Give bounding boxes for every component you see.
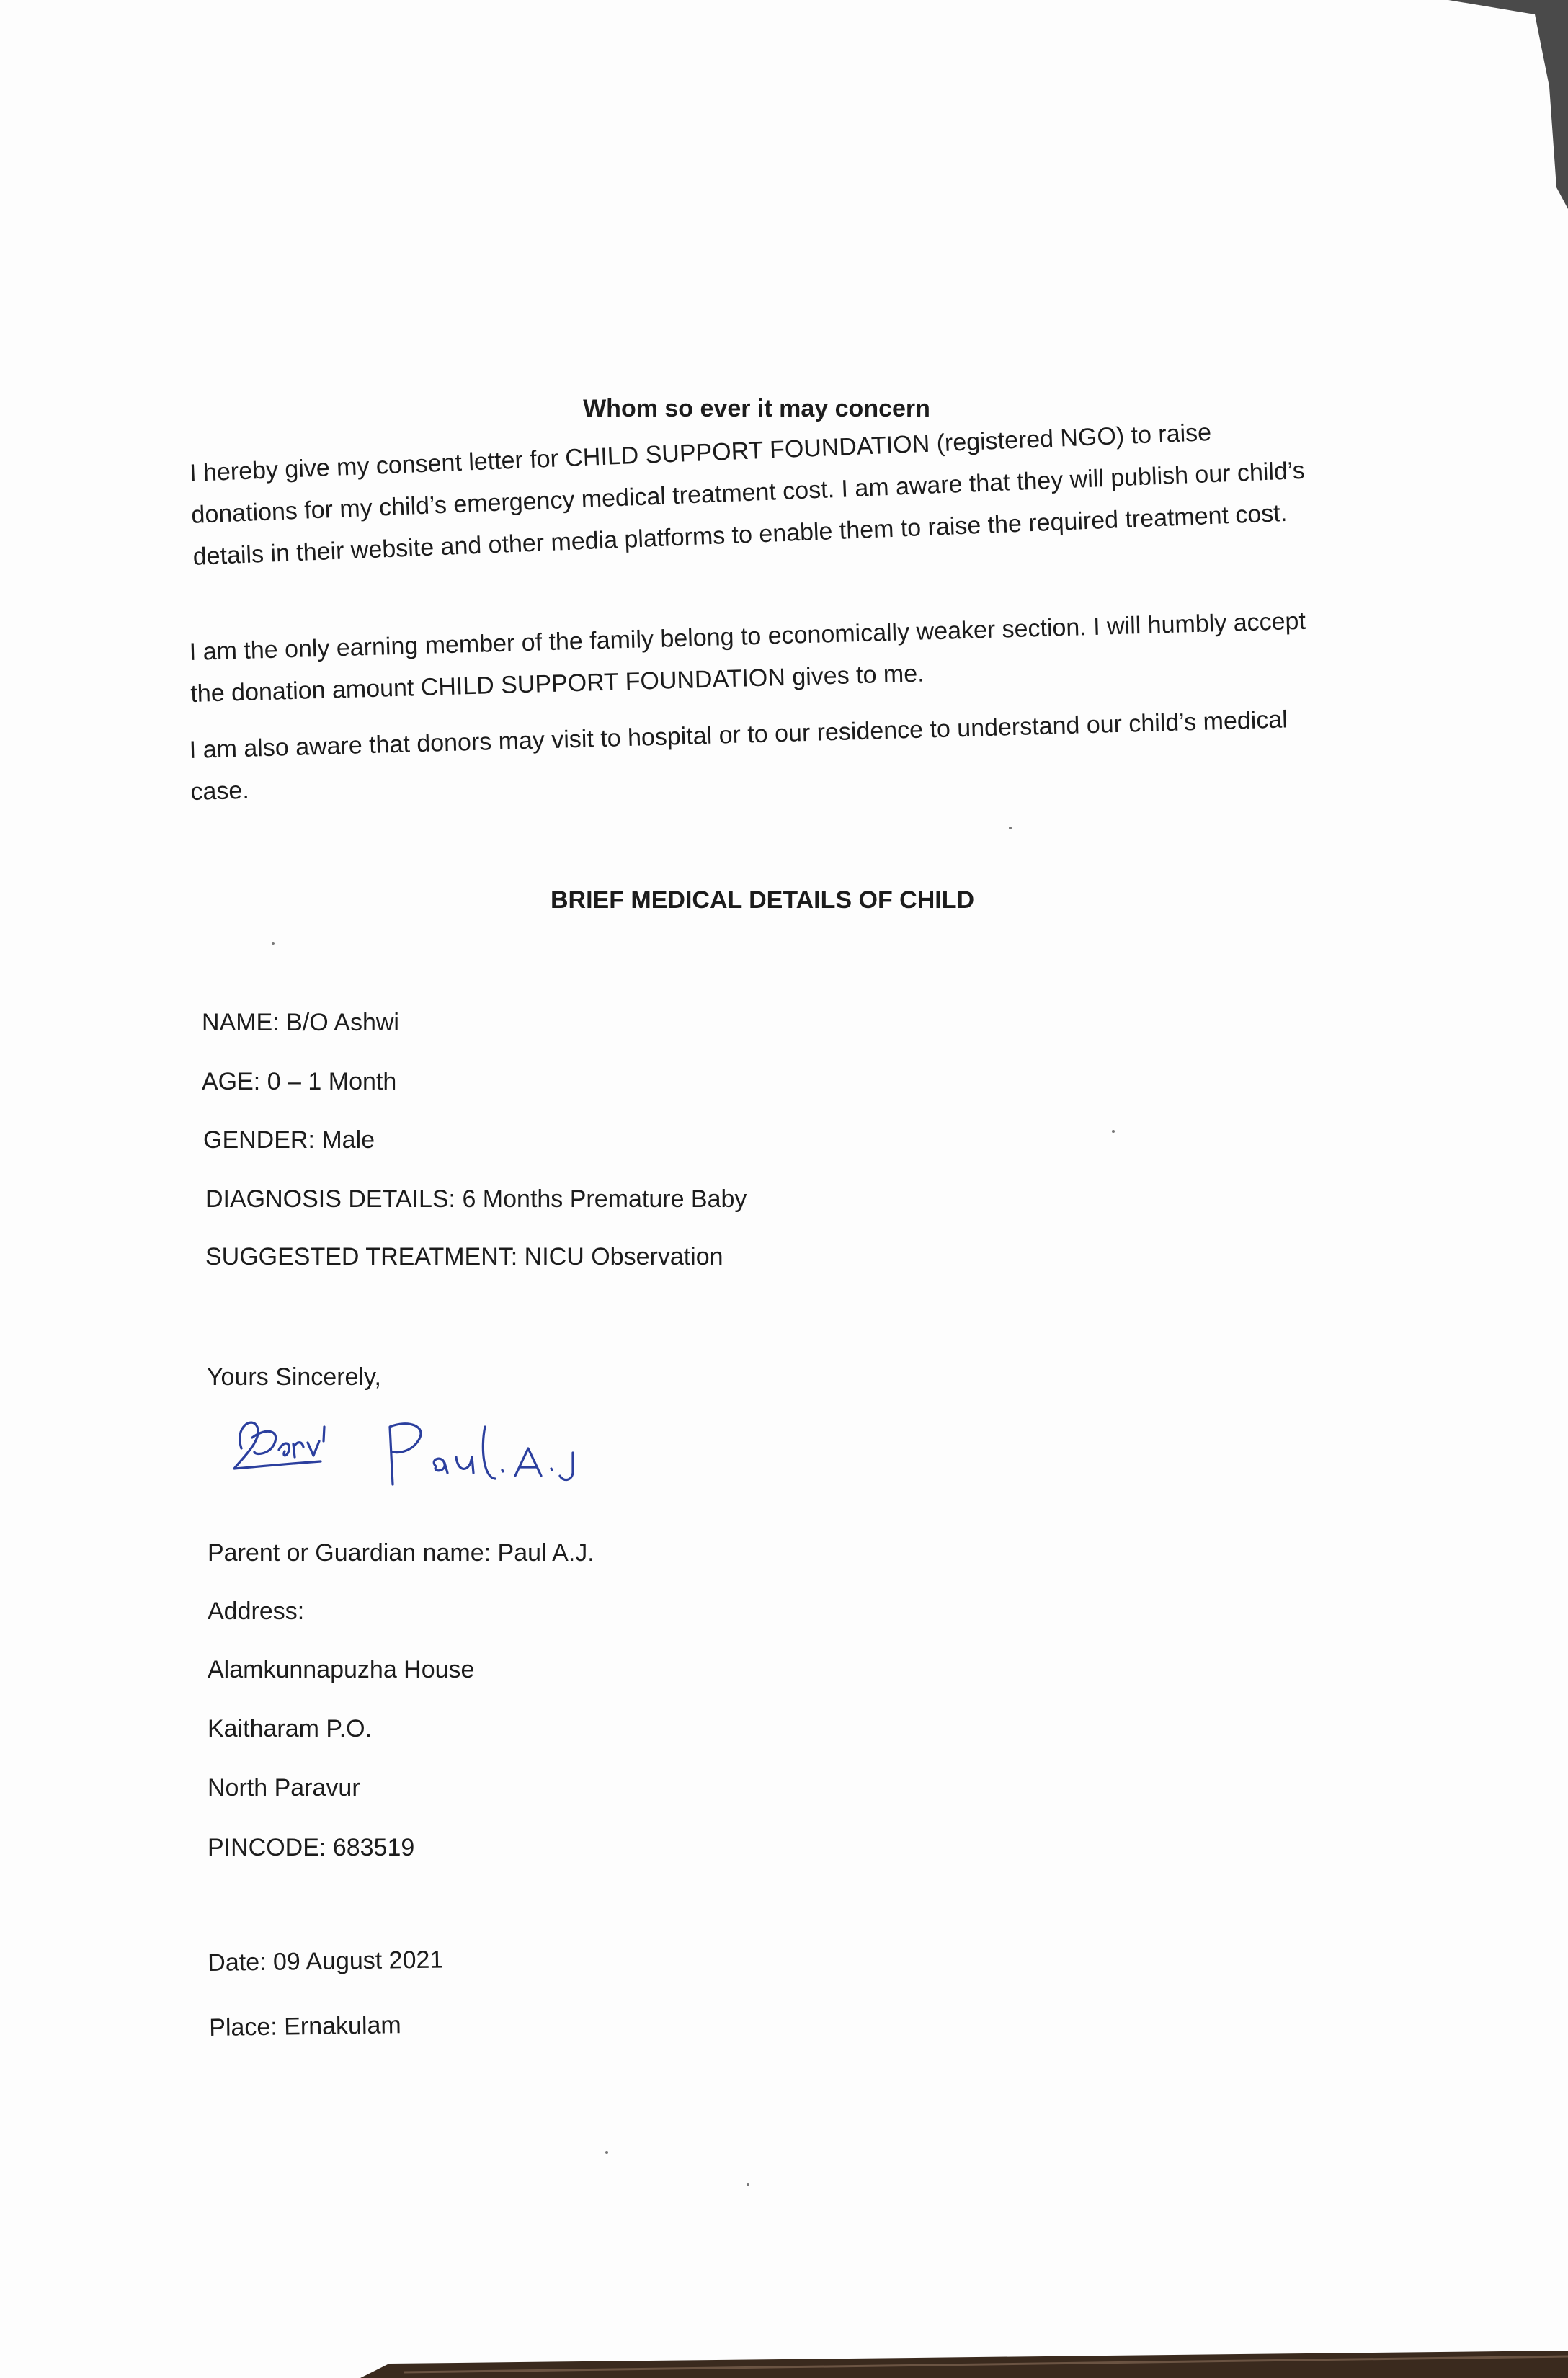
dust-speck (747, 2183, 749, 2186)
address-line: Kaitharam P.O. (208, 1715, 373, 1742)
dust-speck (1009, 827, 1012, 829)
dust-speck (1112, 1130, 1115, 1133)
handwritten-signature (213, 1398, 616, 1499)
consent-paragraph: I hereby give my consent letter for CHILD SUPPORT FOUNDATION (registered NGO) to raise donations for my child’s emergency medical treatment cost. I am aware that they will publish our child’s details in their website and other media platforms to enable them to raise the required treatment cost. (189, 419, 1306, 571)
address-line: North Paravur (208, 1774, 360, 1802)
donor-visit-paragraph: I am also aware that donors may visit to hospital or to our residence to understand our child’s medical case. (189, 705, 1288, 806)
letter-date: Date: 09 August 2021 (208, 1946, 444, 1977)
closing-salutation: Yours Sincerely, (207, 1363, 381, 1391)
child-name: NAME: B/O Ashwi (202, 1009, 399, 1036)
address-label: Address: (208, 1598, 305, 1625)
address-pincode: PINCODE: 683519 (208, 1834, 415, 1861)
diagnosis-details: DIAGNOSIS DETAILS: 6 Months Premature Baby (205, 1185, 747, 1213)
address-line: Alamkunnapuzha House (208, 1656, 475, 1683)
suggested-treatment: SUGGESTED TREATMENT: NICU Observation (205, 1243, 723, 1270)
medical-details-heading: BRIEF MEDICAL DETAILS OF CHILD (550, 886, 975, 914)
guardian-name: Parent or Guardian name: Paul A.J. (208, 1539, 594, 1567)
dust-speck (272, 942, 275, 945)
scan-edge-bottom (360, 2351, 1568, 2378)
letter-place: Place: Ernakulam (209, 2011, 401, 2041)
child-gender: GENDER: Male (203, 1126, 375, 1154)
scan-edge-top (0, 0, 1568, 216)
dust-speck (605, 2151, 608, 2154)
income-paragraph: I am the only earning member of the family belong to economically weaker section. I will humbly accept the donation amount CHILD SUPPORT FOUNDATION gives to me. (189, 607, 1306, 708)
letter-title: Whom so ever it may concern (583, 395, 930, 422)
child-age: AGE: 0 – 1 Month (202, 1068, 397, 1095)
